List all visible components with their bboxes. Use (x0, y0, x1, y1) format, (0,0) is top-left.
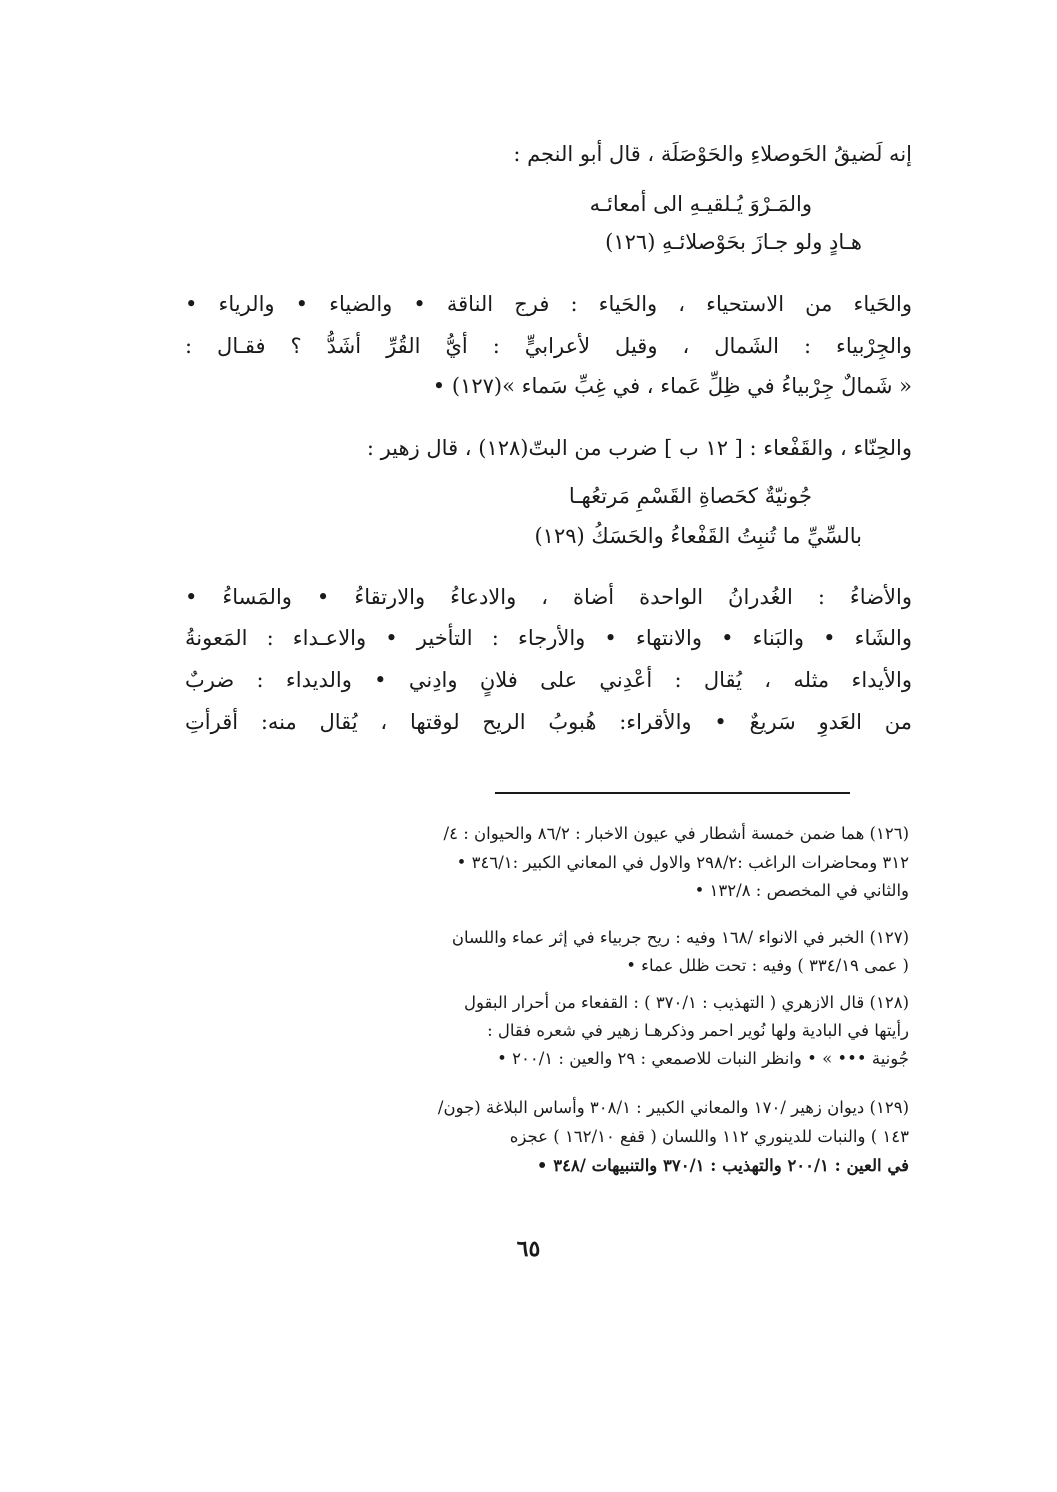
verse1-first-hemistich: والمَـرْوَ يُـلقيـهِ الى أمعائـه (589, 192, 812, 216)
footnote-128-line-1: (١٢٨) قال الازهري ( التهذيب : ٣٧٠/١ ) : القفعاء من أحرار البقول (464, 993, 909, 1012)
para3-line-1: والأضاءُ : الغُدرانُ الواحدة أضاة ، والادعاءُ والارتقاءُ • والمَساءُ • (185, 585, 912, 609)
footnote-129-line-1: (١٢٩) ديوان زهير /١٧٠ والمعاني الكبير : ٣٠٨/١ وأساس البلاغة (جون/ (437, 1098, 909, 1117)
footnote-127-line-2: ( عمى ٣٣٤/١٩ ) وفيه : تحت ظلل عماء • (626, 956, 909, 975)
footnote-129-line-2: ١٤٣ ) والنبات للدينوري ١١٢ واللسان ( قفع ١٦٢/١٠ ) عجزه (509, 1127, 909, 1146)
footnote-128-line-2: رأيتها في البادية ولها نُوير احمر وذكرهـا زهير في شعره فقال : (487, 1021, 909, 1040)
para3-line-2: والشَاء • والبَناء • والانتهاء • والأرجاء : التأخير • والاعـداء : المَعونةُ (185, 626, 912, 650)
footnote-129-line-3: في العين : ٢٠٠/١ والتهذيب : ٣٧٠/١ والتنبيهات /٣٤٨ • (536, 1156, 909, 1175)
para3-line-4: من العَدوِ سَريعٌ • والأقراء: هُبوبُ الريح لوقتها ، يُقال منه: أقرأتِ (185, 710, 912, 734)
intro-line: إنه لَضيقُ الحَوصلاءِ والحَوْصَلَة ، قال أبو النجم : (513, 142, 912, 166)
footnote-divider (495, 792, 850, 794)
para1-line-3: « شَمالٌ جِرْبياءُ في ظِلِّ عَماء ، في غِبِّ سَماء »(١٢٧) • (432, 374, 912, 398)
para1-line-1: والحَياء من الاستحياء ، والحَياء : فرج الناقة • والضياء • والرياء • (185, 292, 912, 316)
verse1-second-hemistich: هـادٍ ولو جـازَ بحَوْصلائـهِ (١٢٦) (605, 230, 862, 254)
page-number: ٦٥ (516, 1236, 541, 1262)
verse2-second-hemistich: بالسِّيِّ ما تُنبِتُ القَفْعاءُ والحَسَكُ (١٢٩) (534, 524, 862, 548)
footnote-126-line-3: والثاني في المخصص : ١٣٢/٨ • (694, 881, 909, 900)
para1-line-2: والجِرْبياء : الشَمال ، وقيل لأعرابيٍّ : أيُّ القُرِّ أشَدُّ ؟ فقـال : (185, 334, 912, 358)
verse2-first-hemistich: جُونيّةٌ كحَصاةِ القَسْمِ مَرتعُهـا (568, 484, 812, 508)
footnote-126-line-2: ٣١٢ ومحاضرات الراغب :٢٩٨/٢ والاول في المعاني الكبير :٣٤٦/١ • (456, 853, 909, 872)
para3-line-3: والأيداء مثله ، يُقال : أعْدِني على فلانٍ وادِني • والديداء : ضربٌ (185, 668, 912, 692)
footnote-127-line-1: (١٢٧) الخبر في الانواء /١٦٨ وفيه : ريح جربياء في إثر عماء واللسان (451, 928, 909, 947)
footnote-126-line-1: (١٢٦) هما ضمن خمسة أشطار في عيون الاخبار : ٨٦/٢ والحيوان : ٤/ (443, 824, 909, 843)
footnote-128-line-3: جُونية ••• » • وانظر النبات للاصمعي : ٢٩ والعين : ٢٠٠/١ • (497, 1049, 909, 1068)
para2-line: والحِنّاء ، والقَفْعاء : [ ١٢ ب ] ضرب من البتّ(١٢٨) ، قال زهير : (366, 436, 912, 460)
